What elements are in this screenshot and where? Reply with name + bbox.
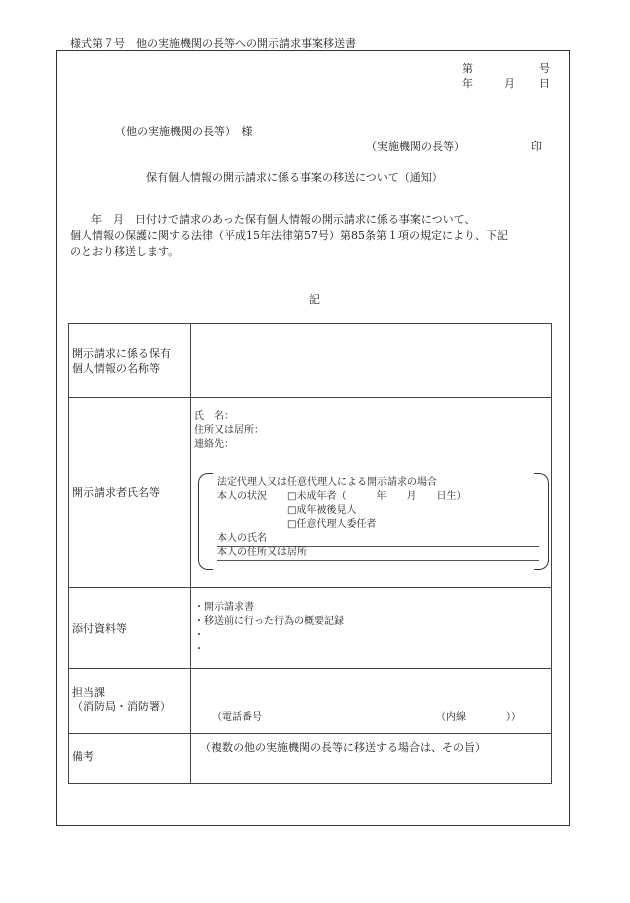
principal-status-label: 本人の状況 <box>217 491 267 502</box>
principal-name-field: 本人の氏名 <box>217 533 267 544</box>
row-divider <box>69 587 551 588</box>
attachment-item: ・移送前に行った行為の概要記録 <box>194 616 344 627</box>
status-option-minor: □未成年者（ 年 月 日生） <box>287 491 467 502</box>
ki-mark: 記 <box>309 293 320 306</box>
row1-label-line2: 個人情報の名称等 <box>72 362 160 375</box>
requester-name-field: 氏 名： <box>194 411 234 422</box>
status-option-adult-ward: □成年被後見人 <box>287 505 357 516</box>
agent-heading: 法定代理人又は任意代理人による開示請求の場合 <box>217 477 437 488</box>
remarks-note: （複数の他の実施機関の長等に移送する場合は、その旨） <box>200 741 486 754</box>
requester-address-field: 住所又は居所： <box>194 425 264 436</box>
date-year: 年 <box>462 77 473 90</box>
remarks-label: 備考 <box>72 750 94 763</box>
phone-field: （電話番号 <box>212 712 262 723</box>
body-line-2: 個人情報の保護に関する法律（平成15年法律第57号）第85条第１項の規定により、下記 <box>70 229 508 242</box>
row1-label-line1: 開示請求に係る保有 <box>72 347 171 360</box>
row-divider <box>69 733 551 734</box>
attachments-label: 添付資料等 <box>72 622 127 635</box>
department-label-line1: 担当課 <box>72 686 105 699</box>
extension-field: （内線 ）） <box>436 712 521 723</box>
left-bracket <box>198 473 213 570</box>
date-month: 月 <box>504 77 515 90</box>
principal-address-field: 本人の住所又は居所 <box>217 547 307 558</box>
principal-address-underline <box>217 560 539 561</box>
body-line-1: 年 月 日付けで請求のあった保有個人情報の開示請求に係る事案について、 <box>91 213 476 226</box>
row-divider <box>69 668 551 669</box>
number-prefix: 第 <box>462 62 473 75</box>
requester-label: 開示請求者氏名等 <box>72 486 160 499</box>
requester-contact-field: 連絡先： <box>194 439 234 450</box>
number-suffix: 号 <box>539 62 550 75</box>
date-day: 日 <box>539 77 550 90</box>
sender: （実施機関の長等） <box>366 140 465 153</box>
attachment-item: ・ <box>194 630 204 641</box>
status-option-delegator: □任意代理人委任者 <box>287 519 377 530</box>
attachment-item: ・ <box>194 644 204 655</box>
attachment-item: ・開示請求書 <box>194 602 254 613</box>
department-label-line2: （消防局・消防署） <box>72 700 171 713</box>
right-bracket <box>534 473 549 570</box>
seal-mark: 印 <box>531 140 542 153</box>
row-divider <box>69 397 551 398</box>
subject: 保有個人情報の開示請求に係る事案の移送について（通知） <box>146 171 443 184</box>
form-title: 様式第７号 他の実施機関の長等への開示請求事案移送書 <box>70 37 356 50</box>
body-line-3: のとおり移送します。 <box>70 245 180 258</box>
addressee: （他の実施機関の長等） 様 <box>115 125 253 138</box>
column-divider <box>190 324 191 783</box>
